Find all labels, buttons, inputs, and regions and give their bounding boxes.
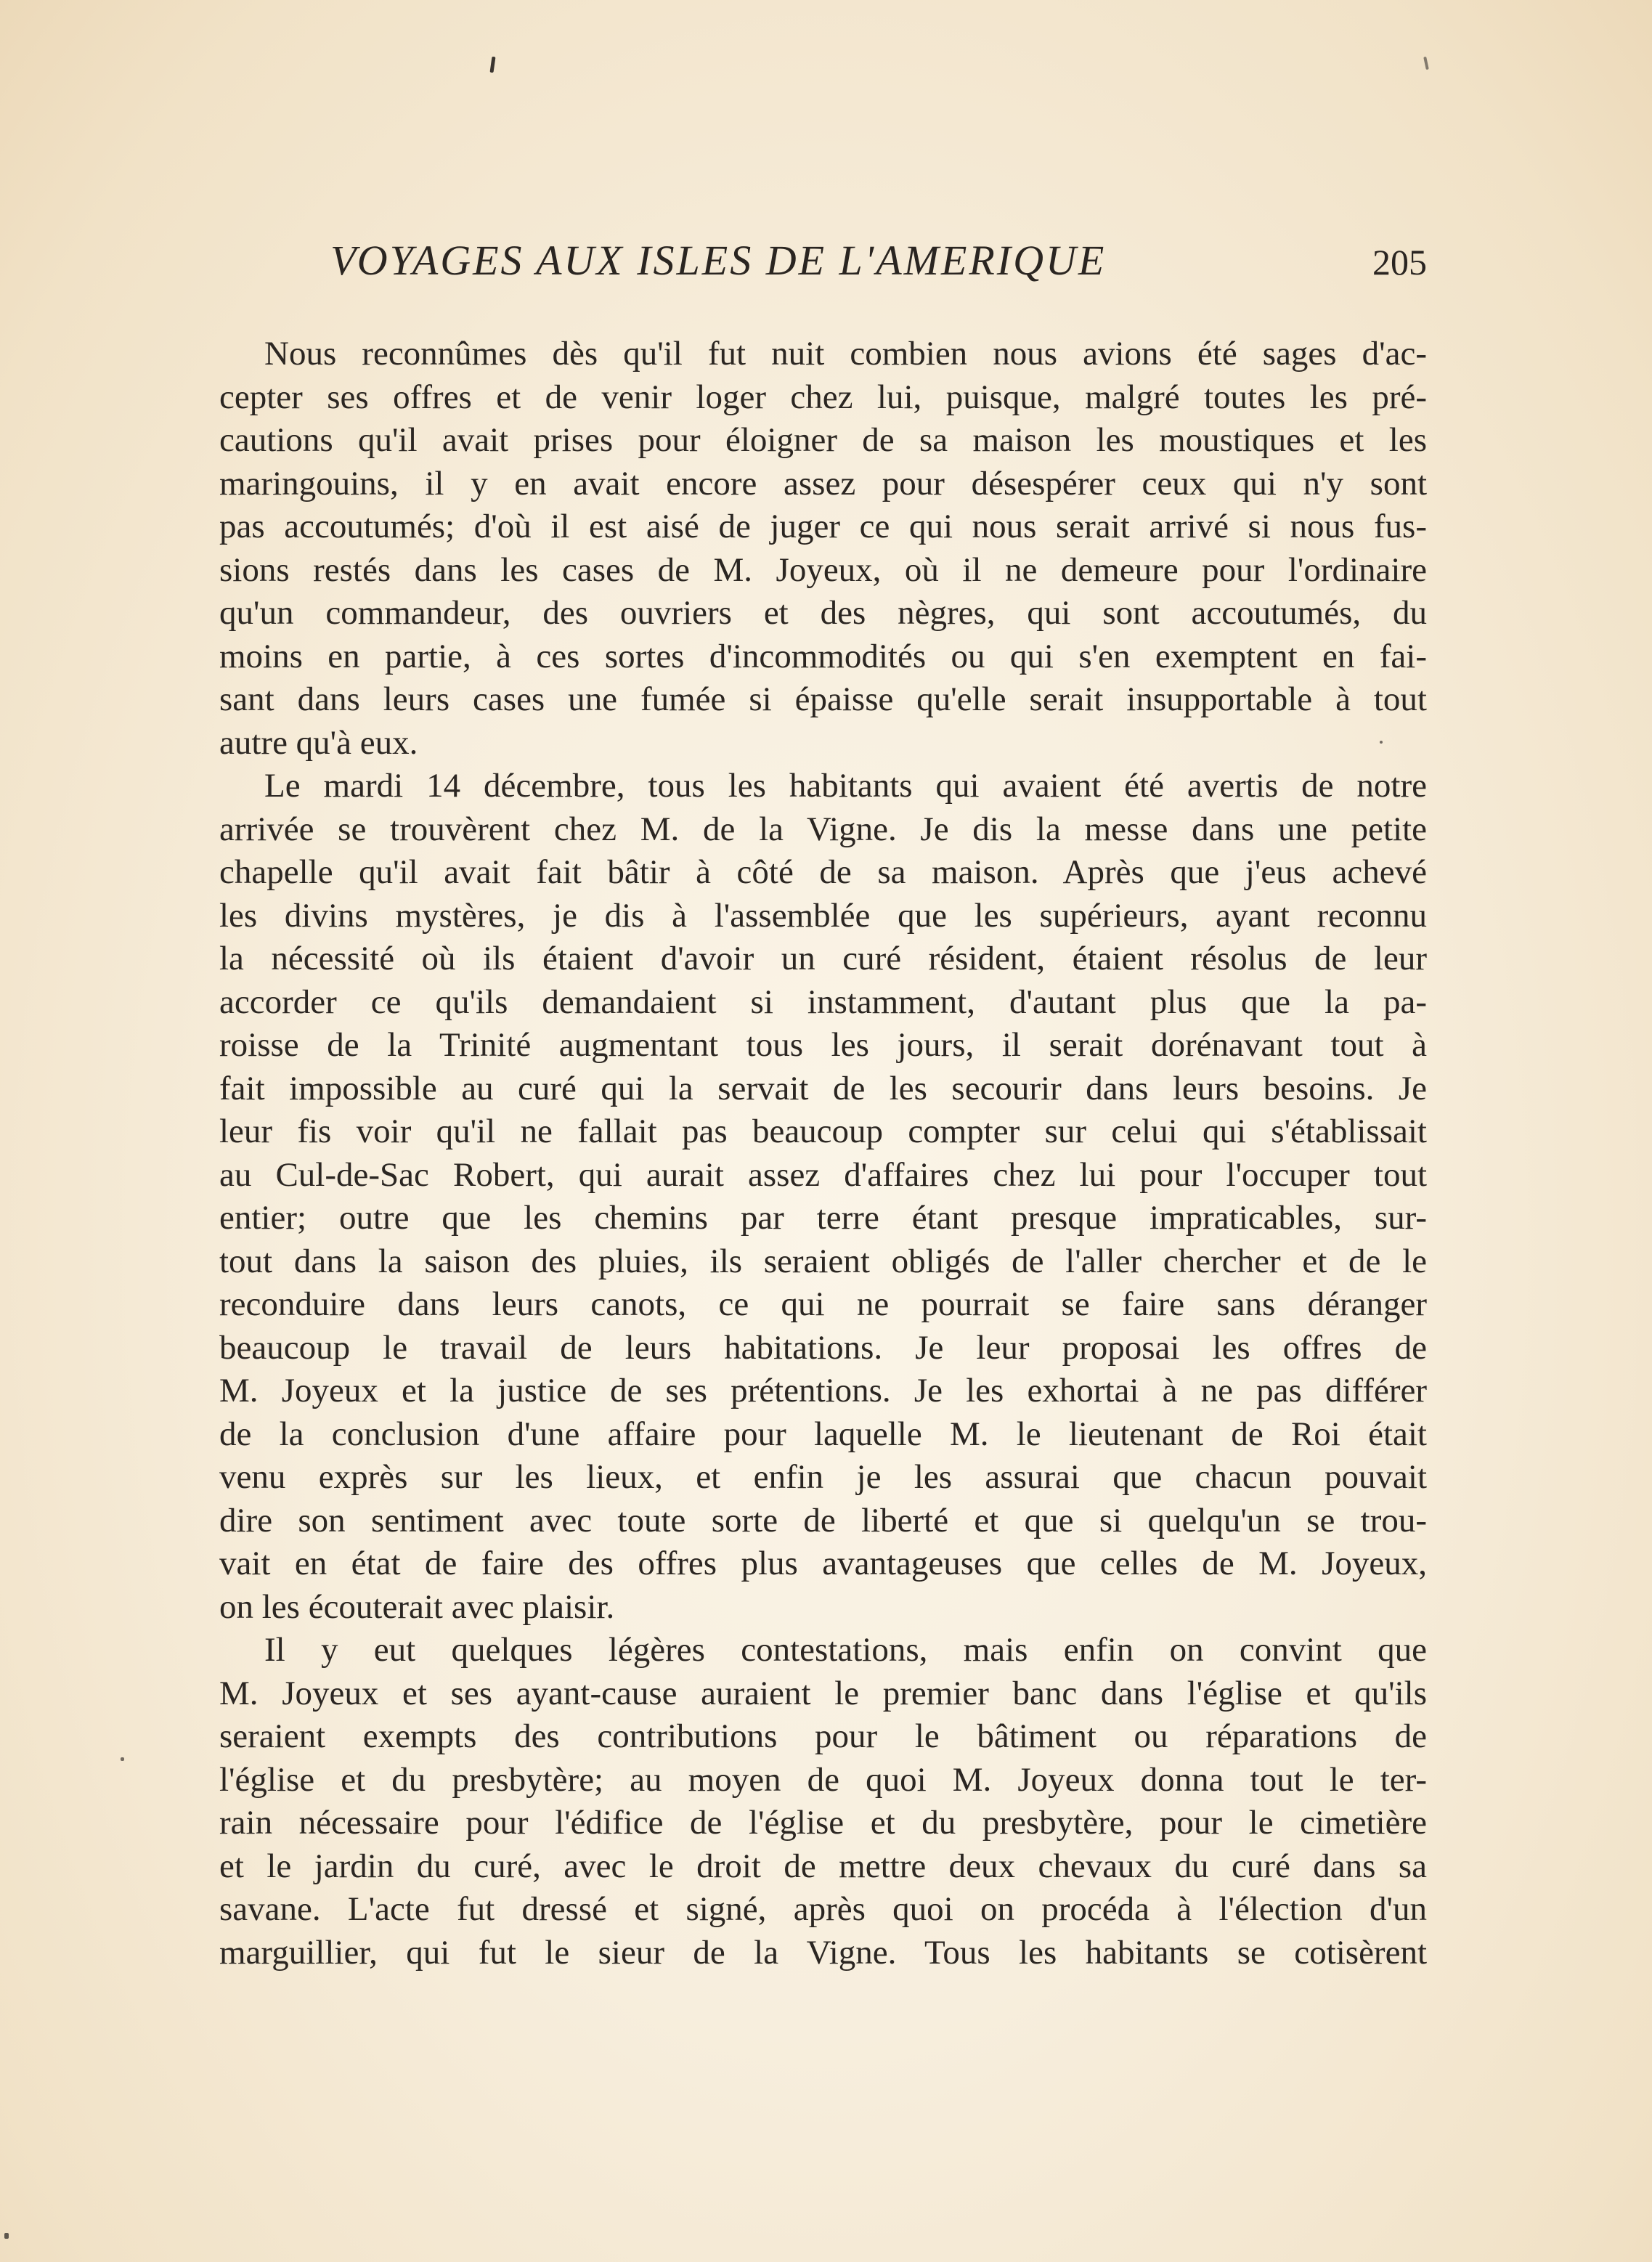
text-line: et le jardin du curé, avec le droit de mettre deux chevaux du curé dans sa	[219, 1847, 1427, 1885]
text-line: Il y eut quelques légères contestations, mais enfin on convint que	[264, 1631, 1427, 1669]
text-line: arrivée se trouvèrent chez M. de la Vigne. Je dis la messe dans une petite	[219, 810, 1427, 848]
text-line: chapelle qu'il avait fait bâtir à côté de sa maison. Après que j'eus achevé	[219, 853, 1427, 891]
text-line: cepter ses offres et de venir loger chez lui, puisque, malgré toutes les pré-	[219, 378, 1427, 416]
text-line: seraient exempts des contributions pour le bâtiment ou réparations de	[219, 1717, 1427, 1755]
text-line: moins en partie, à ces sortes d'incommodités ou qui s'en exemptent en fai-	[219, 637, 1427, 675]
paragraph-3	[219, 1629, 1427, 1974]
page-number: 205	[1372, 242, 1427, 282]
text-line: entier; outre que les chemins par terre étant presque impraticables, sur-	[219, 1199, 1427, 1237]
ink-speck	[489, 57, 495, 73]
text-line: qu'un commandeur, des ouvriers et des nègres, qui sont accoutumés, du	[219, 594, 1427, 632]
text-line: M. Joyeux et ses ayant-cause auraient le premier banc dans l'église et qu'ils	[219, 1674, 1427, 1712]
running-head	[330, 236, 1427, 294]
text-line: pas accoutumés; d'où il est aisé de juger ce qui nous serait arrivé si nous fus-	[219, 508, 1427, 545]
text-line: Le mardi 14 décembre, tous les habitants qui avaient été avertis de notre	[264, 767, 1427, 805]
body-text	[219, 333, 1427, 1974]
text-line: venu exprès sur les lieux, et enfin je les assurai que chacun pouvait	[219, 1458, 1427, 1496]
text-line: les divins mystères, je dis à l'assemblée que les supérieurs, ayant reconnu	[219, 896, 1427, 935]
text-line: savane. L'acte fut dressé et signé, après quoi on procéda à l'élection d'un	[219, 1890, 1427, 1928]
text-line: sions restés dans les cases de M. Joyeux, où il ne demeure pour l'ordinaire	[219, 550, 1427, 589]
text-line: la nécessité où ils étaient d'avoir un curé résident, étaient résolus de leur	[219, 940, 1427, 977]
paragraph-2	[219, 765, 1427, 1629]
text-line: dire son sentiment avec toute sorte de liberté et que si quelqu'un se trou-	[219, 1501, 1427, 1539]
text-line: M. Joyeux et la justice de ses prétentions. Je les exhortai à ne pas différer	[219, 1372, 1427, 1409]
ink-speck	[121, 1757, 124, 1761]
text-line: beaucoup le travail de leurs habitations. Je leur proposai les offres de	[219, 1328, 1427, 1367]
text-line: accorder ce qu'ils demandaient si instamment, d'autant plus que la pa-	[219, 982, 1427, 1021]
text-line: leur fis voir qu'il ne fallait pas beaucoup compter sur celui qui s'établissait	[219, 1112, 1427, 1150]
paragraph-1	[219, 333, 1427, 765]
ink-speck	[1423, 57, 1429, 70]
text-line: tout dans la saison des pluies, ils seraient obligés de l'aller chercher et de le	[219, 1242, 1427, 1280]
text-line: maringouins, il y en avait encore assez pour désespérer ceux qui n'y sont	[219, 464, 1427, 503]
text-line: cautions qu'il avait prises pour éloigner de sa maison les moustiques et les	[219, 421, 1427, 459]
text-line: marguillier, qui fut le sieur de la Vigne. Tous les habitants se cotisèrent	[219, 1933, 1427, 1972]
text-line: roisse de la Trinité augmentant tous les jours, il serait dorénavant tout à	[219, 1026, 1427, 1064]
text-line: au Cul-de-Sac Robert, qui aurait assez d'affaires chez lui pour l'occuper tout	[219, 1155, 1427, 1194]
text-line: fait impossible au curé qui la servait de les secourir dans leurs besoins. Je	[219, 1069, 1427, 1107]
text-line: l'église et du presbytère; au moyen de quoi M. Joyeux donna tout le ter-	[219, 1760, 1427, 1799]
text-line: sant dans leurs cases une fumée si épaisse qu'elle serait insupportable à tout	[219, 680, 1427, 718]
text-line: on les écouterait avec plaisir.	[219, 1587, 615, 1626]
ink-speck	[4, 2233, 9, 2239]
text-line: vait en état de faire des offres plus avantageuses que celles de M. Joyeux,	[219, 1545, 1427, 1582]
text-line: Nous reconnûmes dès qu'il fut nuit combien nous avions été sages d'ac-	[264, 335, 1427, 373]
text-line: rain nécessaire pour l'édifice de l'église et du presbytère, pour le cimetière	[219, 1804, 1427, 1842]
text-line: autre qu'à eux.	[219, 723, 418, 762]
text-line: de la conclusion d'une affaire pour laquelle M. le lieutenant de Roi était	[219, 1415, 1427, 1453]
running-title: VOYAGES AUX ISLES DE L'AMERIQUE	[330, 237, 1107, 284]
text-line: reconduire dans leurs canots, ce qui ne pourrait se faire sans déranger	[219, 1285, 1427, 1323]
